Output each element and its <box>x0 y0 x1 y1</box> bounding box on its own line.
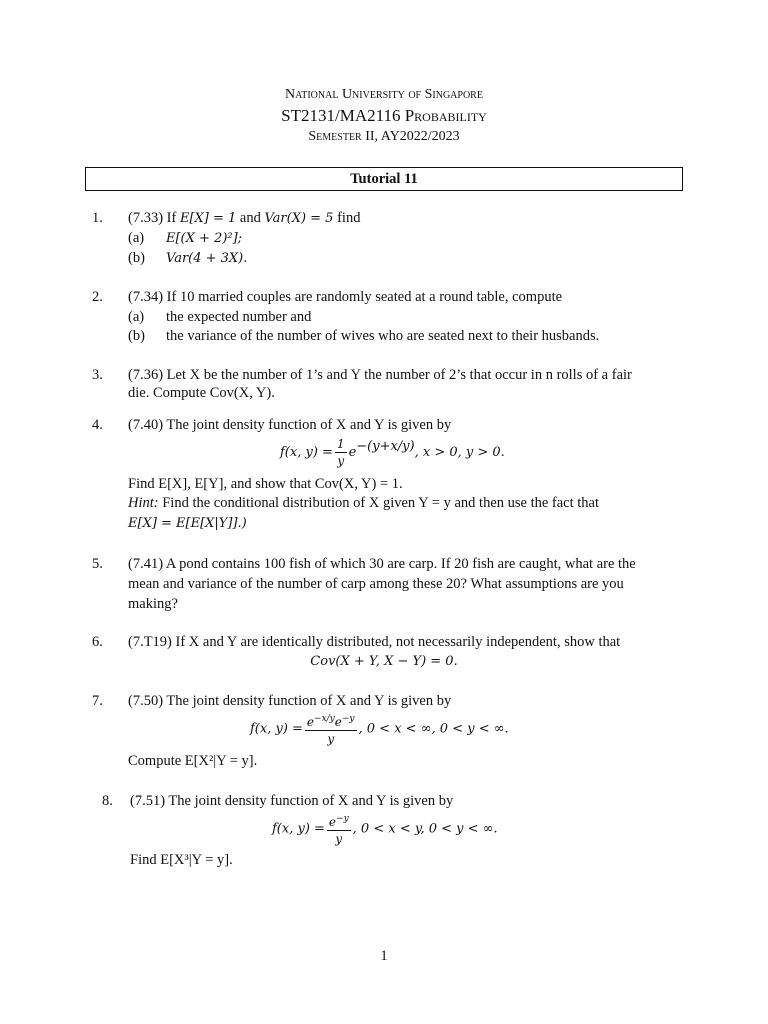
question-number: 7. <box>92 693 103 709</box>
part-math: E[(X + 2)²]; <box>166 231 243 246</box>
fraction: $\frac{e^{-x/y}e^{-y}}{y}$ <box>305 711 357 747</box>
question-number: 2. <box>92 289 103 305</box>
question-stem: (7.41) A pond contains 100 fish of which 30 are carp. If 20 fish are caught, what are the <box>128 556 636 572</box>
course-title: ST2131/MA2116 Probability <box>281 106 487 125</box>
university-name: National University of Singapore <box>285 87 483 102</box>
question-number: 6. <box>92 634 103 650</box>
hint-line: Hint: Find the conditional distribution of X given Y = y and then use the fact that <box>128 495 600 511</box>
question-stem-continued: mean and variance of the number of carp among these 20? What assumptions are you <box>128 576 624 592</box>
question-number: 1. <box>92 210 103 226</box>
part-text: the variance of the number of wives who are seated next to their husbands. <box>166 328 600 344</box>
page-number: 1 <box>380 948 388 964</box>
question-stem: (7.51) The joint density function of X and Y is given by <box>130 793 454 809</box>
question-stem: (7.50) The joint density function of X and Y is given by <box>128 693 452 709</box>
part-label: (b) <box>128 250 145 266</box>
compute-line: Compute E[X²|Y = y]. <box>128 753 258 769</box>
part-math: Var(4 + 3X). <box>166 251 248 266</box>
tutorial-title-box: Tutorial 11 <box>85 167 683 191</box>
semester-line: Semester II, AY2022/2023 <box>308 129 460 144</box>
question-number: 4. <box>92 417 103 433</box>
question-stem: (7.36) Let X be the number of 1’s and Y the number of 2’s that occur in n rolls of a fair <box>128 367 632 383</box>
question-stem-continued: making? <box>128 596 178 612</box>
part-text: the expected number and <box>166 309 312 325</box>
density-formula: f(x, y) = $\frac{1}{y}$ $e^{-(y+x/y)}$, x > 0, y > 0. <box>280 437 505 468</box>
question-number: 5. <box>92 556 103 572</box>
part-label: (a) <box>128 230 145 246</box>
density-formula: f(x, y) = $\frac{e^{-y}}{y}$ , 0 < x < y, 0 < y < ∞. <box>272 811 498 847</box>
question-stem: (7.34) If 10 married couples are randomly seated at a round table, compute <box>128 289 563 305</box>
fraction: $\frac{e^{-y}}{y}$ <box>327 811 351 847</box>
question-stem: (7.T19) If X and Y are identically distributed, not necessarily independent, show that <box>128 634 621 650</box>
fraction: $\frac{1}{y}$ <box>336 437 345 468</box>
part-label: (a) <box>128 309 145 325</box>
density-formula: f(x, y) = $\frac{e^{-x/y}e^{-y}}{y}$ , 0 < x < ∞, 0 < y < ∞. <box>250 711 509 747</box>
find-line: Find E[X], E[Y], and show that Cov(X, Y) = 1. <box>128 476 403 492</box>
hint-formula: E[X] = E[E[X|Y]].) <box>128 516 247 531</box>
question-stem: (7.33) If E[X] = 1 and Var(X) = 5 find <box>128 210 361 226</box>
part-label: (b) <box>128 328 145 344</box>
question-number: 3. <box>92 367 103 383</box>
question-stem-continued: die. Compute Cov(X, Y). <box>128 385 275 401</box>
question-number: 8. <box>102 793 113 809</box>
find-line: Find E[X³|Y = y]. <box>130 852 233 868</box>
covariance-formula: Cov(X + Y, X − Y) = 0. <box>310 654 458 669</box>
question-stem: (7.40) The joint density function of X and Y is given by <box>128 417 452 433</box>
